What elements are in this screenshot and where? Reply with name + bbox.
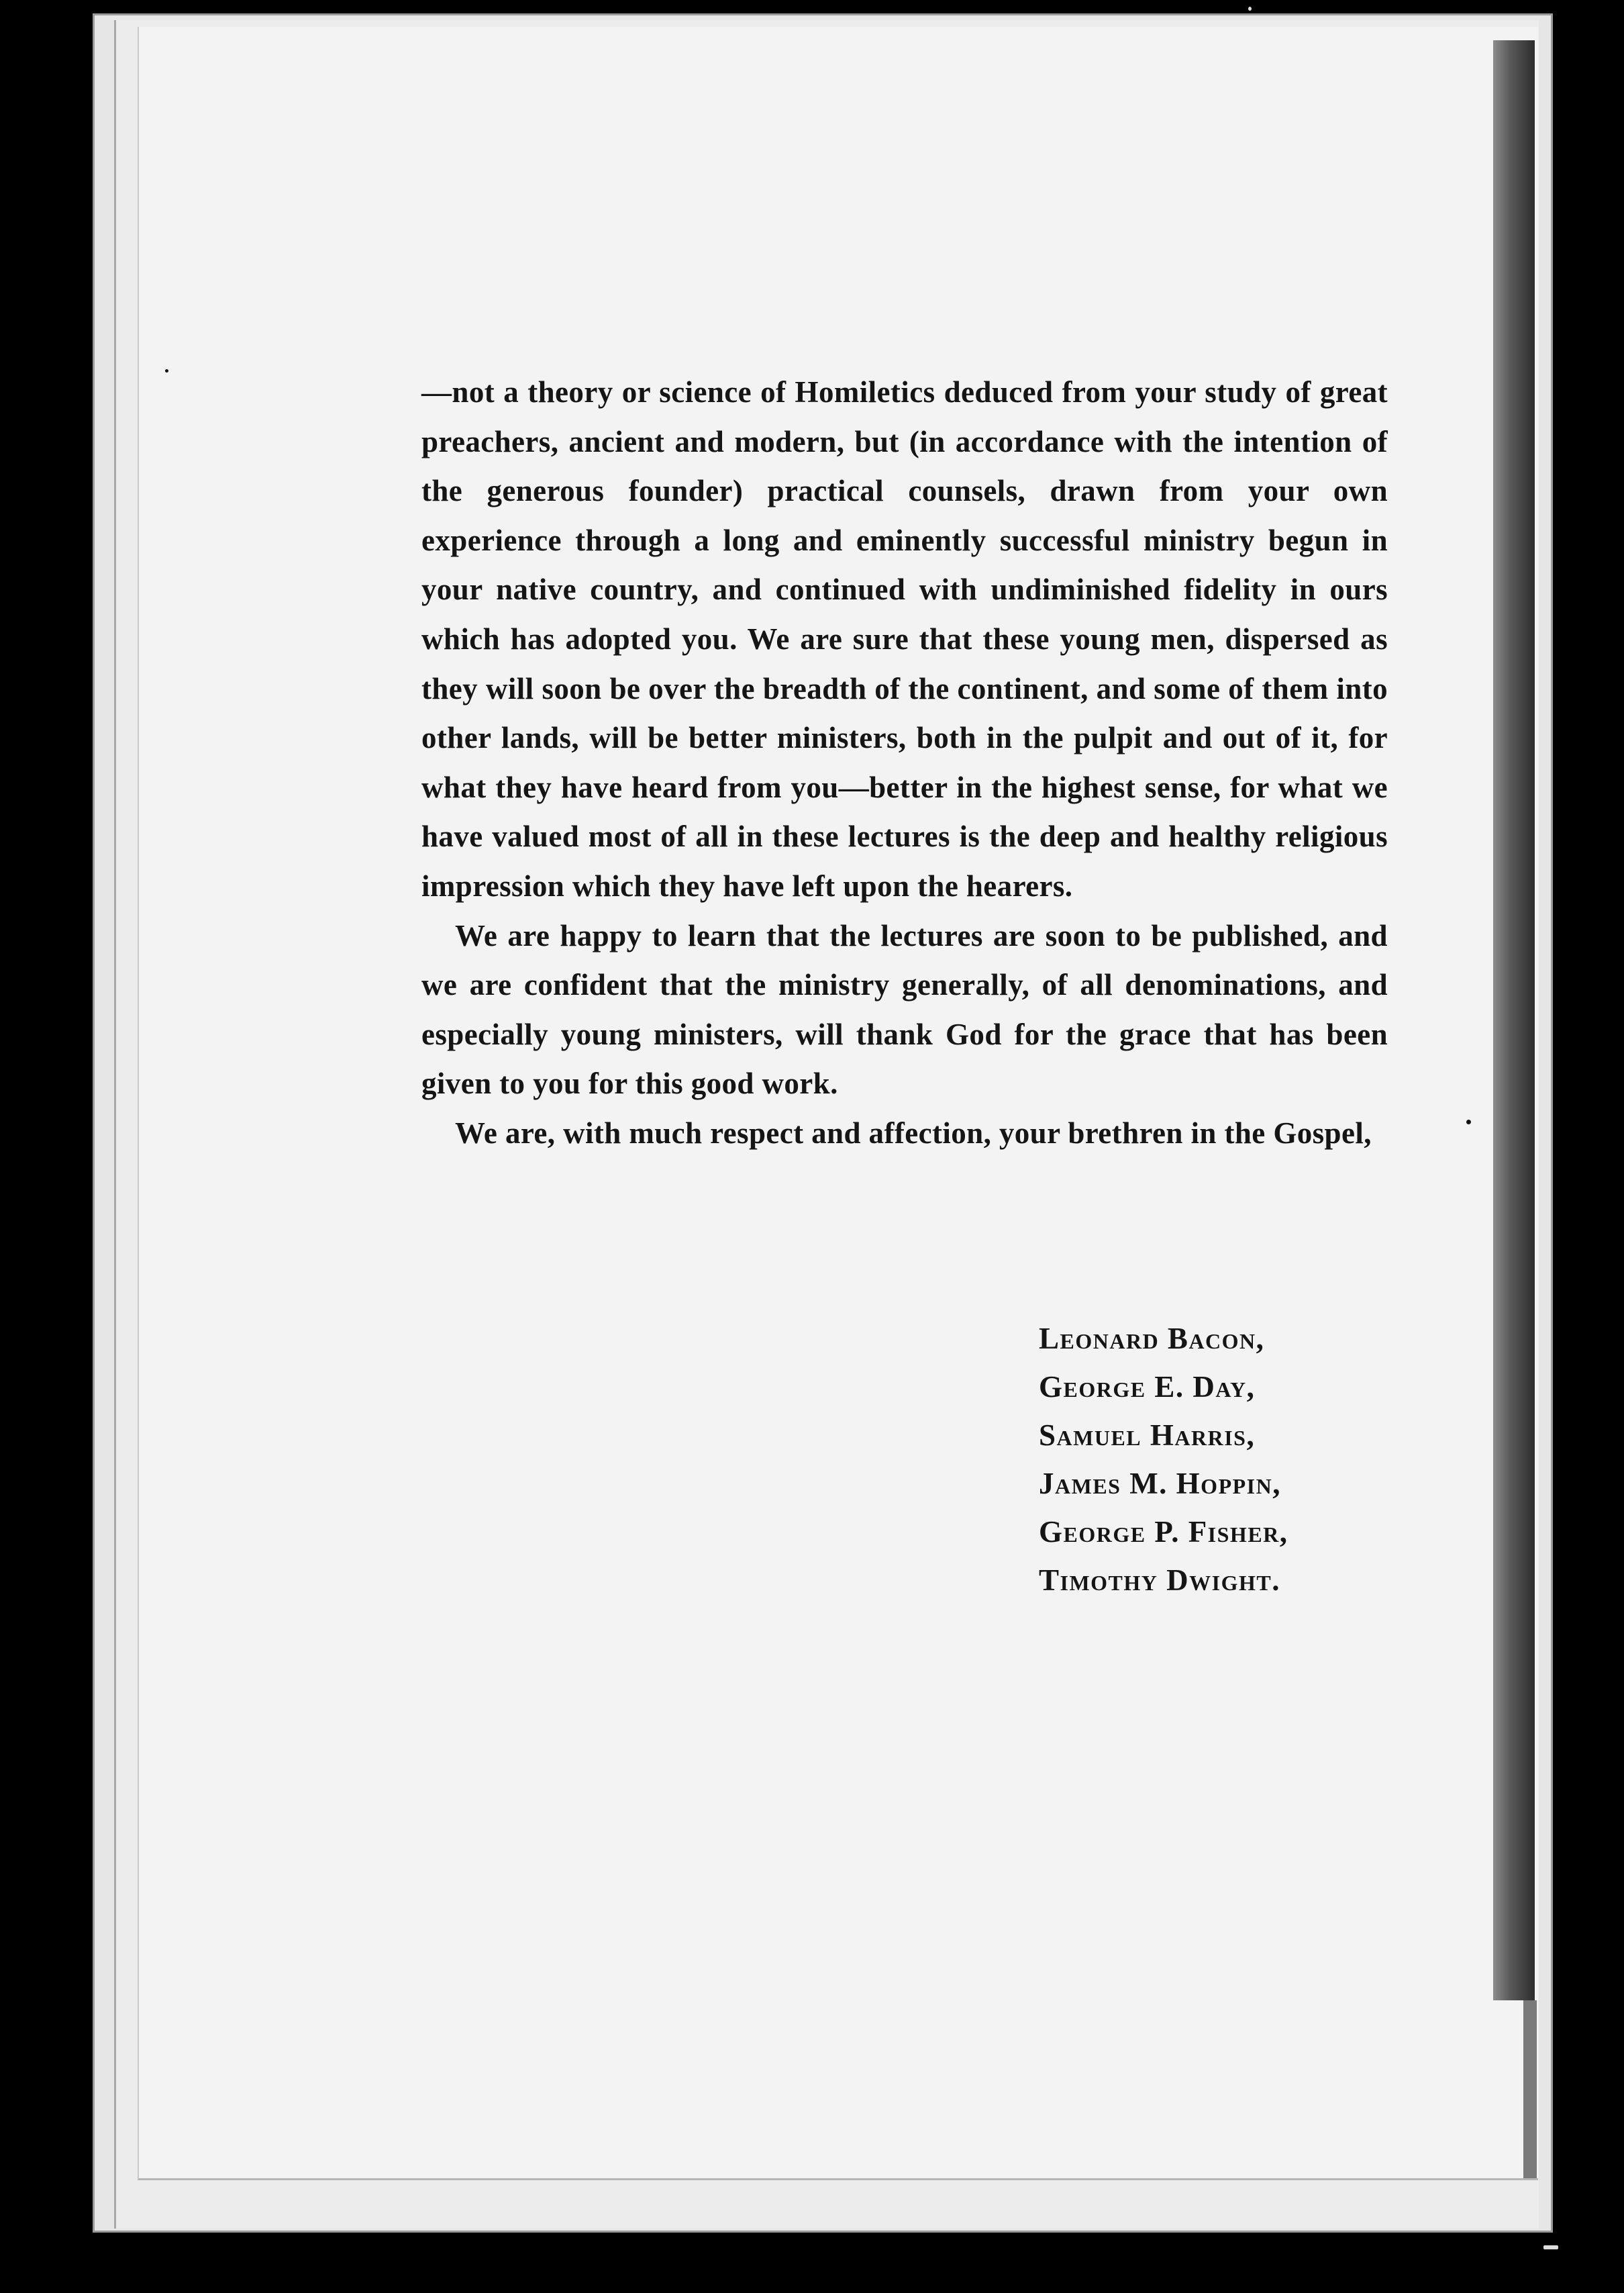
scan-speck [165, 369, 168, 373]
signature-list [1039, 1314, 1288, 1604]
signatory-name: Timothy Dwight. [1039, 1563, 1280, 1597]
scan-speck [1543, 2245, 1558, 2249]
paragraph-closing: We are, with much respect and affection, your brethren in the Gospel, [455, 1116, 1372, 1150]
signatory-name: Leonard Bacon, [1039, 1322, 1265, 1355]
paragraph-continuation: —not a theory or science of Homiletics deduced from your study of great preachers, ancient and modern, but (in accordance with the intention of the generous founder) practical counsels, drawn from your own experience through a long and eminently successful ministry begun in your native country, and continued with undiminished fidelity in ours which has adopted you. We are sure that these young men, dispersed as they will soon be over the breadth of the continent, and some of them into other lands, will be better ministers, both in the pulpit and out of it, for what they have heard from you—better in the highest sense, for what we have valued most of all in these lectures is the deep and healthy religious impression which they have left upon the hearers. [421, 375, 1388, 903]
scan-speck [1248, 7, 1252, 11]
paragraph-publication: We are happy to learn that the lectures are soon to be published, and we are confident that the ministry generally, of all denominations, and especially young ministers, will thank God for the grace that has been given to you for this good work. [421, 918, 1388, 1101]
signatory-name: George E. Day, [1039, 1370, 1256, 1404]
book-spine-shadow [1493, 40, 1535, 2000]
scan-speck [1466, 1120, 1471, 1124]
signatory-name: James M. Hoppin, [1039, 1467, 1281, 1500]
letter-body [421, 368, 1388, 1159]
signatory-name: Samuel Harris, [1039, 1418, 1256, 1452]
book-spine-lower [1523, 2000, 1537, 2178]
signatory-name: George P. Fisher, [1039, 1515, 1288, 1549]
